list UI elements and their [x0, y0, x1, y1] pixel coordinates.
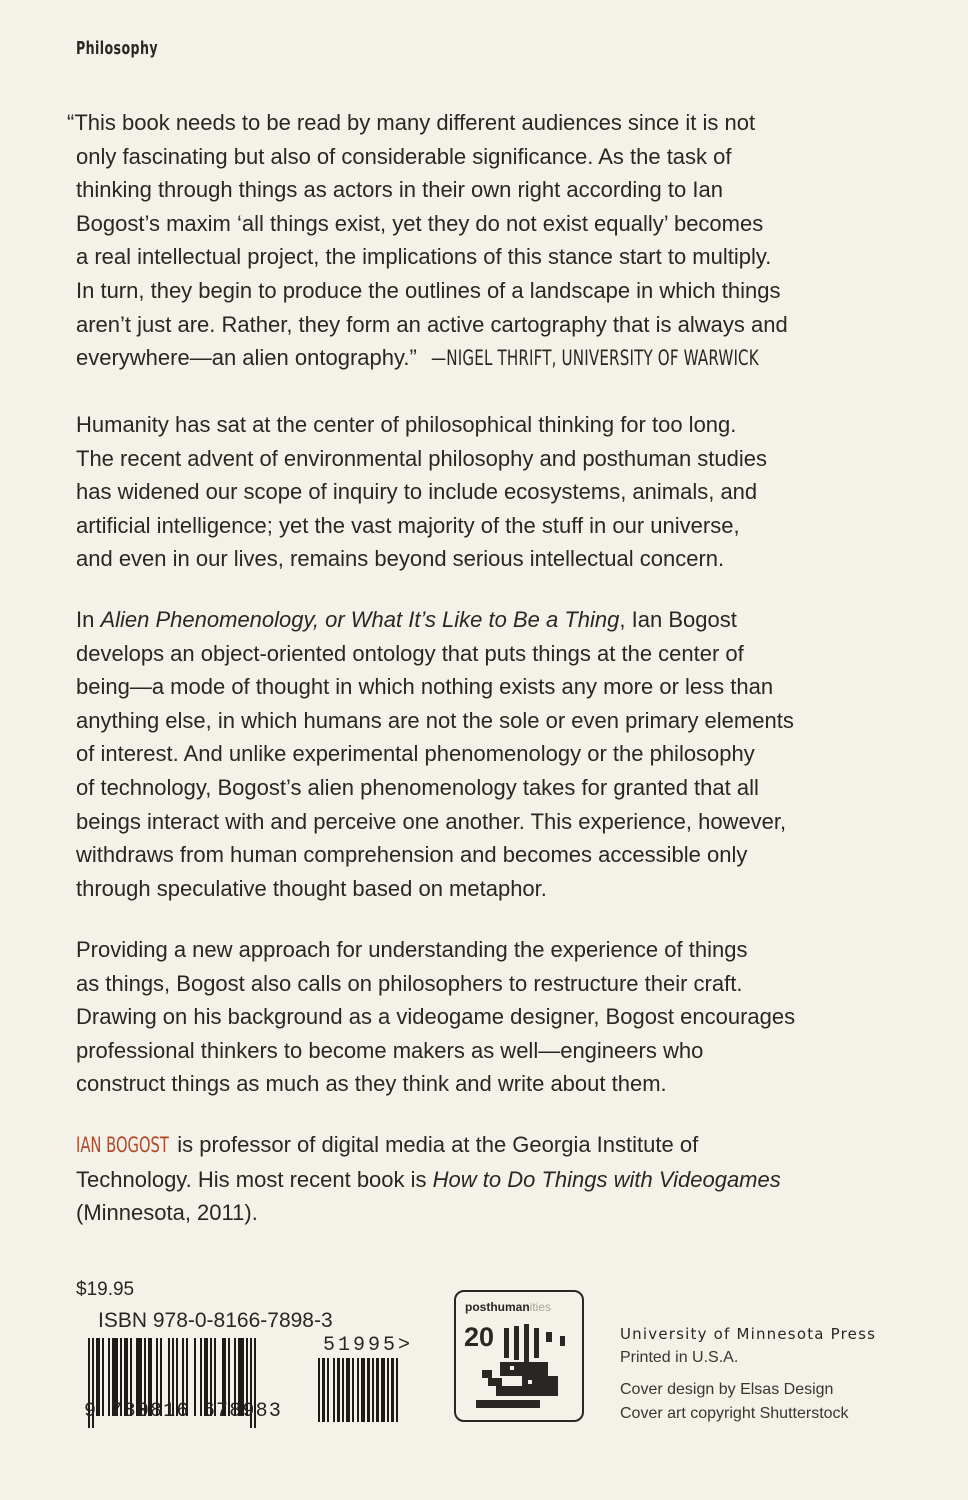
- description-paragraph-2: [76, 603, 866, 905]
- cover-design-credit: Cover design by Elsas Design: [620, 1381, 834, 1398]
- quote-attribution: —NIGEL THRIFT, UNIVERSITY OF WARWICK: [430, 346, 759, 371]
- paragraph-line: and even in our lives, remains beyond serious intellectual concern.: [76, 546, 725, 572]
- author-name: IAN BOGOST: [76, 1133, 169, 1157]
- paragraph-line: professional thinkers to become makers as well—engineers who: [76, 1037, 704, 1063]
- pixel-hand-icon: [462, 1322, 578, 1416]
- paragraph-line: as things, Bogost also calls on philosophers to restructure their craft.: [76, 970, 743, 996]
- text-suffix: , Ian Bogost: [619, 607, 737, 632]
- paragraph-line: of technology, Bogost’s alien phenomenology takes for granted that all: [76, 774, 759, 800]
- bio-line: (Minnesota, 2011).: [76, 1200, 258, 1226]
- quote-line: Bogost’s maxim ‘all things exist, yet they do not exist equally’ becomes: [76, 210, 764, 236]
- quote-line: a real intellectual project, the implications of this stance start to multiply.: [76, 244, 772, 270]
- paragraph-line: withdraws from human comprehension and becomes accessible only: [76, 842, 748, 868]
- description-paragraph-3: [76, 933, 866, 1101]
- paragraph-line: Humanity has sat at the center of philosophical thinking for too long.: [76, 412, 737, 437]
- quote-line: “This book needs to be read by many different audiences since it is not: [67, 110, 756, 135]
- quote-line: In turn, they begin to produce the outlines of a landscape in which things: [76, 277, 781, 303]
- publisher-name: University of Minnesota Press: [620, 1325, 877, 1343]
- paragraph-line: develops an object-oriented ontology that puts things at the center of: [76, 640, 744, 666]
- bio-text: is professor of digital media at the Georgia Institute of: [171, 1132, 699, 1157]
- quote-last-line: [76, 341, 866, 376]
- paragraph-line: Drawing on his background as a videogame designer, Bogost encourages: [76, 1004, 796, 1030]
- bio-text: Technology. His most recent book is: [76, 1166, 433, 1192]
- barcode-supplement-digits: 51995>: [323, 1334, 414, 1357]
- previous-book-title: How to Do Things with Videogames: [432, 1166, 781, 1192]
- quote-line: aren’t just are. Rather, they form an active cartography that is always and: [76, 311, 788, 337]
- paragraph-line: The recent advent of environmental philosophy and posthuman studies: [76, 445, 767, 471]
- paragraph-line: of interest. And unlike experimental phenomenology or the philosophy: [76, 741, 755, 767]
- paragraph-line: artificial intelligence; yet the vast majority of the stuff in our universe,: [76, 512, 740, 538]
- paragraph-line: Providing a new approach for understanding the experience of things: [76, 937, 748, 962]
- series-name: [465, 1300, 551, 1314]
- description-paragraph-1: [76, 408, 866, 576]
- quote-line: thinking through things as actors in their own right according to Ian: [76, 177, 723, 203]
- series-name-bold: posthuman: [465, 1300, 530, 1314]
- paragraph-line: has widened our scope of inquiry to include ecosystems, animals, and: [76, 479, 758, 505]
- bio-line: [76, 1128, 866, 1163]
- endorsement-quote: [67, 106, 866, 376]
- category-label: Philosophy: [76, 38, 158, 59]
- paragraph-first-line: [76, 603, 866, 637]
- barcode-digits: 9 780816 678983: [84, 1400, 283, 1423]
- paragraph-line: through speculative thought based on metaphor.: [76, 875, 547, 901]
- paragraph-line: construct things as much as they think and write about them.: [76, 1071, 667, 1097]
- series-year: 20: [464, 1322, 495, 1352]
- bio-line: [76, 1163, 866, 1197]
- cover-art-credit: Cover art copyright Shutterstock: [620, 1405, 849, 1422]
- book-title: Alien Phenomenology, or What It’s Like to Be a Thing: [100, 607, 620, 632]
- quote-line: everywhere—an alien ontography.”: [76, 345, 417, 371]
- paragraph-line: anything else, in which humans are not the sole or even primary elements: [76, 707, 794, 733]
- series-name-light: ities: [529, 1300, 552, 1314]
- quote-line: only fascinating but also of considerable significance. As the task of: [76, 143, 732, 169]
- isbn: ISBN 978-0-8166-7898-3: [98, 1309, 333, 1332]
- paragraph-line: beings interact with and perceive one another. This experience, however,: [76, 808, 787, 834]
- price: $19.95: [76, 1279, 135, 1300]
- series-logo-badge: [454, 1290, 584, 1422]
- text-prefix: In: [76, 607, 101, 632]
- paragraph-line: being—a mode of thought in which nothing exists any more or less than: [76, 674, 774, 700]
- author-bio: [76, 1128, 866, 1230]
- printed-in: Printed in U.S.A.: [620, 1349, 739, 1366]
